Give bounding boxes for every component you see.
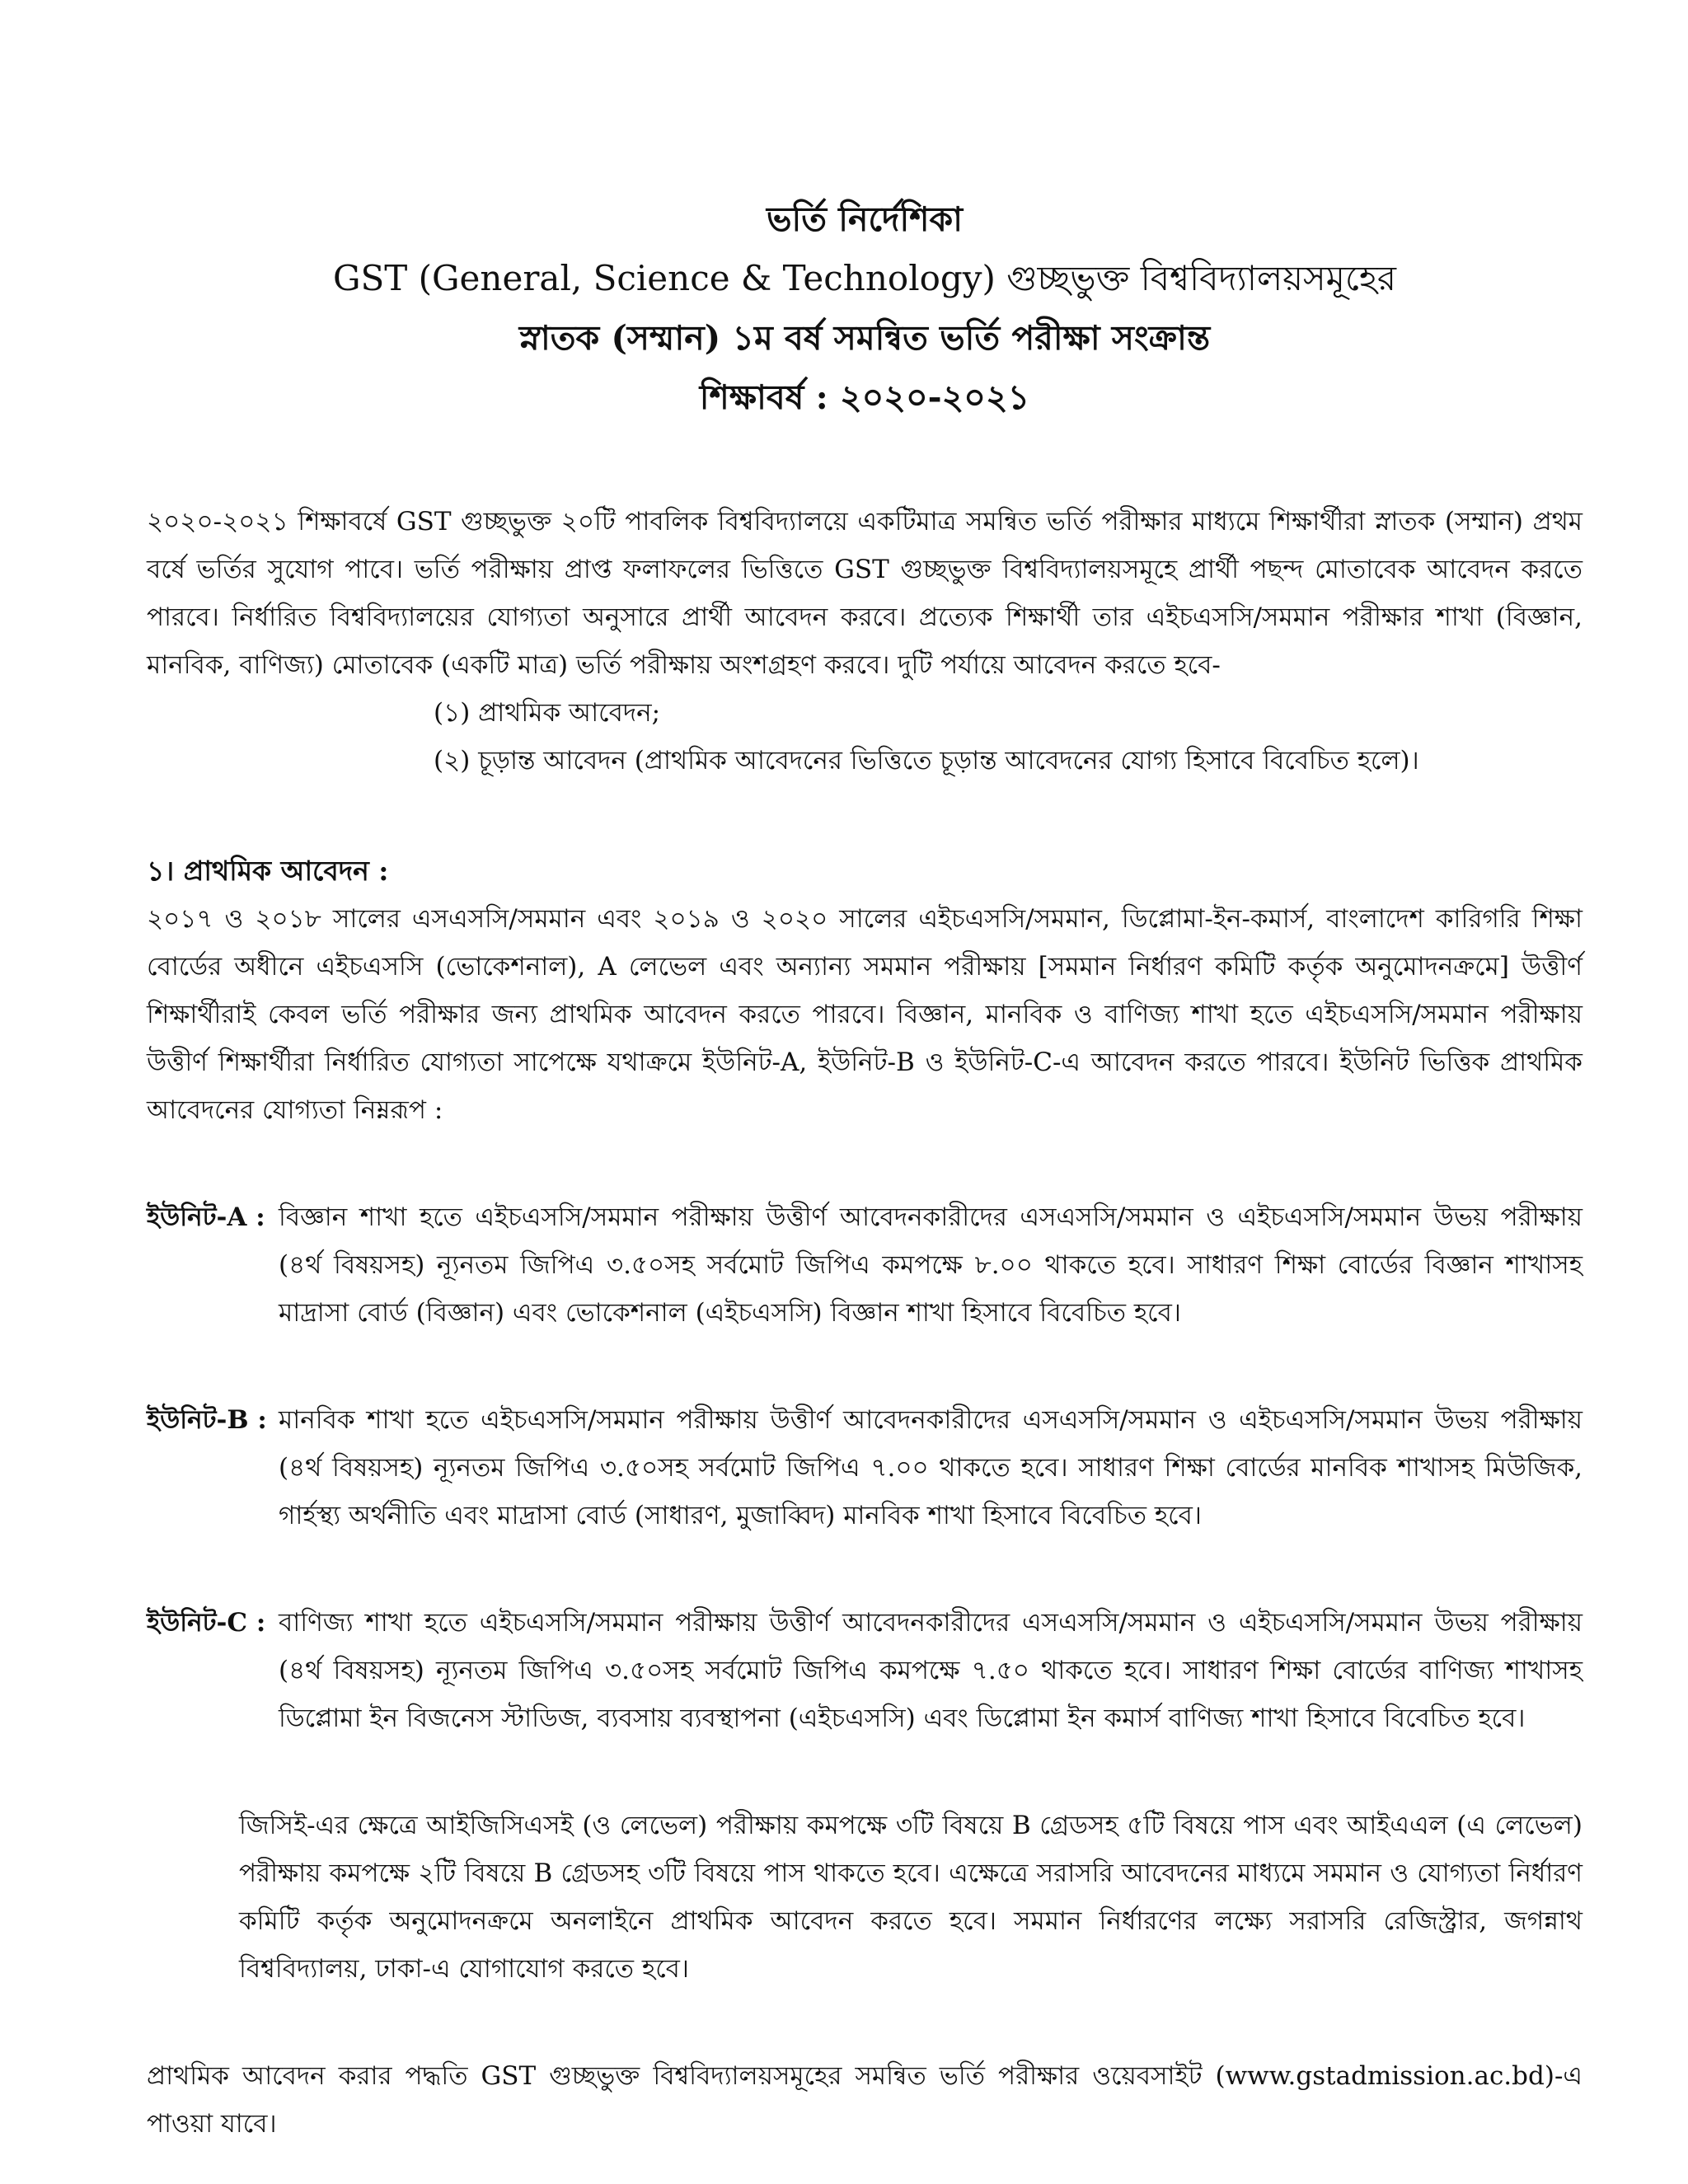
document-subtitle-gst: GST (General, Science & Technology) গুচ্ছভুক্ত বিশ্ববিদ্যালয়সমূহের — [332, 258, 1397, 298]
intro-list-item-1: (১) প্রাথমিক আবেদন; — [434, 698, 661, 728]
unit-c-label: ইউনিট-C : — [147, 1608, 266, 1638]
section-title-preliminary-application: ১। প্রাথমিক আবেদন : — [147, 855, 389, 887]
unit-a-label: ইউনিট-A : — [147, 1202, 265, 1232]
closing-paragraph: প্রাথমিক আবেদন করার পদ্ধতি GST গুচ্ছভুক্ত বিশ্ববিদ্যালয়সমূহের সমন্বিত ভর্তি পরীক্ষার ওয়েবসাইট (www.gstadmission.ac.bd)-এ পাওয়া যাবে। — [147, 2061, 1582, 2139]
section-paragraph-preliminary-application: ২০১৭ ও ২০১৮ সালের এসএসসি/সমমান এবং ২০১৯ ও ২০২০ সালের এইচএসসি/সমমান, ডিপ্লোমা-ইন-কমার্স, বাংলাদেশ কারিগরি শিক্ষা বোর্ডের অধীনে এইচএসসি (ভোকেশনাল), A লেভেল এবং অন্যান্য সমমান পরীক্ষায় [সমমান নির্ধারণ কমিটি কর্তৃক অনুমোদনক্রমে] উত্তীর্ণ শিক্ষার্থীরাই কেবল ভর্তি পরীক্ষার জন্য প্রাথমিক আবেদন করতে পারবে। বিজ্ঞান, মানবিক ও বাণিজ্য শাখা হতে এইচএসসি/সমমান পরীক্ষায় উত্তীর্ণ শিক্ষার্থীরা নির্ধারিত যোগ্যতা সাপেক্ষে যথাক্রমে ইউনিট-A, ইউনিট-B ও ইউনিট-C-এ আবেদন করতে পারবে। ইউনিট ভিত্তিক প্রাথমিক আবেদনের যোগ্যতা নিম্নরূপ : — [147, 904, 1582, 1125]
unit-a-block — [147, 1193, 1582, 1337]
document-header — [147, 190, 1582, 427]
unit-c-text: বাণিজ্য শাখা হতে এইচএসসি/সমমান পরীক্ষায় উত্তীর্ণ আবেদনকারীদের এসএসসি/সমমান ও এইচএসসি/সমমান উভয় পরীক্ষায় (৪র্থ বিষয়সহ) ন্যূনতম জিপিএ ৩.৫০সহ সর্বমোট জিপিএ কমপক্ষে ৭.৫০ থাকতে হবে। সাধারণ শিক্ষা বোর্ডের বাণিজ্য শাখাসহ ডিপ্লোমা ইন বিজনেস স্টাডিজ, ব্যবসায় ব্যবস্থাপনা (এইচএসসি) এবং ডিপ্লোমা ইন কমার্স বাণিজ্য শাখা হিসাবে বিবেচিত হবে। — [279, 1608, 1582, 1733]
unit-a-text: বিজ্ঞান শাখা হতে এইচএসসি/সমমান পরীক্ষায় উত্তীর্ণ আবেদনকারীদের এসএসসি/সমমান ও এইচএসসি/সমমান উভয় পরীক্ষায় (৪র্থ বিষয়সহ) ন্যূনতম জিপিএ ৩.৫০সহ সর্বমোট জিপিএ কমপক্ষে ৮.০০ থাকতে হবে। সাধারণ শিক্ষা বোর্ডের বিজ্ঞান শাখাসহ মাদ্রাসা বোর্ড (বিজ্ঞান) এবং ভোকেশনাল (এইচএসসি) বিজ্ঞান শাখা হিসাবে বিবেচিত হবে। — [279, 1202, 1582, 1328]
unit-b-text: মানবিক শাখা হতে এইচএসসি/সমমান পরীক্ষায় উত্তীর্ণ আবেদনকারীদের এসএসসি/সমমান ও এইচএসসি/সমমান উভয় পরীক্ষায় (৪র্থ বিষয়সহ) ন্যূনতম জিপিএ ৩.৫০সহ সর্বমোট জিপিএ ৭.০০ থাকতে হবে। সাধারণ শিক্ষা বোর্ডের মানবিক শাখাসহ মিউজিক, গার্হস্থ্য অর্থনীতি এবং মাদ্রাসা বোর্ড (সাধারণ, মুজাব্বিদ) মানবিক শাখা হিসাবে বিবেচিত হবে। — [279, 1405, 1582, 1530]
document-title: ভর্তি নির্দেশিকা — [766, 199, 964, 239]
academic-year: শিক্ষাবর্ষ : ২০২০-২০২১ — [699, 377, 1030, 417]
unit-b-block — [147, 1396, 1582, 1540]
unit-b-label: ইউনিট-B : — [147, 1405, 267, 1435]
intro-list-item-2: (২) চূড়ান্ত আবেদন (প্রাথমিক আবেদনের ভিত্তিতে চূড়ান্ত আবেদনের যোগ্য হিসাবে বিবেচিত হলে)। — [434, 746, 1419, 776]
gce-note-paragraph: জিসিই-এর ক্ষেত্রে আইজিসিএসই (ও লেভেল) পরীক্ষায় কমপক্ষে ৩টি বিষয়ে B গ্রেডসহ ৫টি বিষয়ে পাস এবং আইএএল (এ লেভেল) পরীক্ষায় কমপক্ষে ২টি বিষয়ে B গ্রেডসহ ৩টি বিষয়ে পাস থাকতে হবে। এক্ষেত্রে সরাসরি আবেদনের মাধ্যমে সমমান ও যোগ্যতা নির্ধারণ কমিটি কর্তৃক অনুমোদনক্রমে অনলাইনে প্রাথমিক আবেদন করতে হবে। সমমান নির্ধারণের লক্ষ্যে সরাসরি রেজিস্ট্রার, জগন্নাথ বিশ্ববিদ্যালয়, ঢাকা-এ যোগাযোগ করতে হবে। — [239, 1811, 1582, 1984]
document-subtitle-exam: স্নাতক (সম্মান) ১ম বর্ষ সমন্বিত ভর্তি পরীক্ষা সংক্রান্ত — [518, 318, 1211, 358]
unit-c-block — [147, 1599, 1582, 1742]
intro-paragraph: ২০২০-২০২১ শিক্ষাবর্ষে GST গুচ্ছভুক্ত ২০টি পাবলিক বিশ্ববিদ্যালয়ে একটিমাত্র সমন্বিত ভর্তি পরীক্ষার মাধ্যমে শিক্ষার্থীরা স্নাতক (সম্মান) প্রথম বর্ষে ভর্তির সুযোগ পাবে। ভর্তি পরীক্ষায় প্রাপ্ত ফলাফলের ভিত্তিতে GST গুচ্ছভুক্ত বিশ্ববিদ্যালয়সমূহে প্রার্থী পছন্দ মোতাবেক আবেদন করতে পারবে। নির্ধারিত বিশ্ববিদ্যালয়ের যোগ্যতা অনুসারে প্রার্থী আবেদন করবে। প্রত্যেক শিক্ষার্থী তার এইচএসসি/সমমান পরীক্ষার শাখা (বিজ্ঞান, মানবিক, বাণিজ্য) মোতাবেক (একটি মাত্র) ভর্তি পরীক্ষায় অংশগ্রহণ করবে। দুটি পর্যায়ে আবেদন করতে হবে- — [147, 507, 1582, 680]
